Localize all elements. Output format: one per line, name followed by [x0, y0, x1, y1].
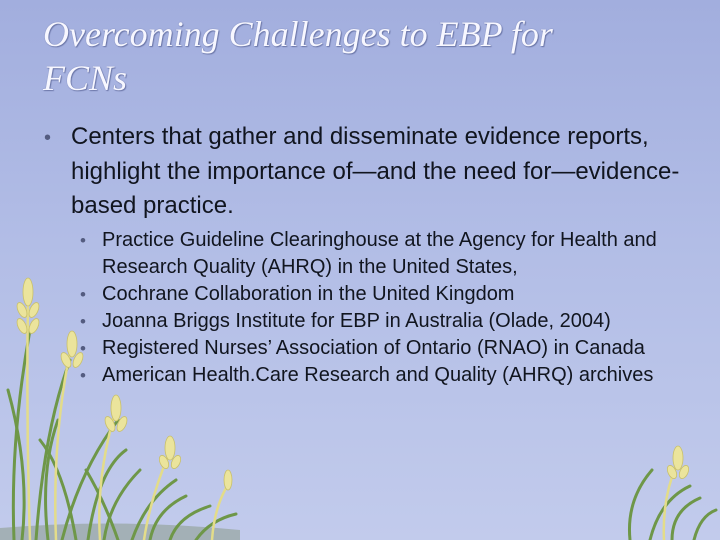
sub-bullet-item: [80, 281, 676, 308]
sub-bullet-text: Practice Guideline Clearinghouse at the Agency for Health and Research Quality (AHRQ) in the United States,: [102, 229, 657, 278]
sub-bullet-item: [80, 362, 676, 389]
sub-bullet-item: [80, 308, 676, 335]
bullet-dot-icon: •: [80, 231, 86, 250]
sub-bullet-text: Cochrane Collaboration in the United Kingdom: [102, 283, 515, 305]
bullet-dot-icon: •: [44, 127, 52, 149]
bullet-dot-icon: •: [80, 339, 86, 358]
slide-title-line-1: Overcoming Challenges to EBP for: [43, 14, 553, 54]
main-bullet: [44, 120, 691, 223]
sub-bullet-list: [80, 227, 676, 389]
bullet-dot-icon: •: [80, 366, 86, 385]
sub-bullet-text: American Health.Care Research and Quality (AHRQ) archives: [102, 364, 654, 386]
sub-bullet-text: Registered Nurses’ Association of Ontario (RNAO) in Canada: [102, 337, 645, 359]
bullet-dot-icon: •: [80, 312, 86, 331]
sub-bullet-item: [80, 227, 676, 281]
sub-bullet-text: Joanna Briggs Institute for EBP in Australia (Olade, 2004): [102, 310, 611, 332]
bullet-dot-icon: •: [80, 285, 86, 304]
sub-bullet-item: [80, 335, 676, 362]
slide-title-line-2: FCNs: [43, 58, 128, 98]
slide-title: [43, 12, 683, 100]
main-bullet-text: Centers that gather and disseminate evidence reports, highlight the importance of—and the need for—evidence-based practice.: [71, 123, 680, 219]
